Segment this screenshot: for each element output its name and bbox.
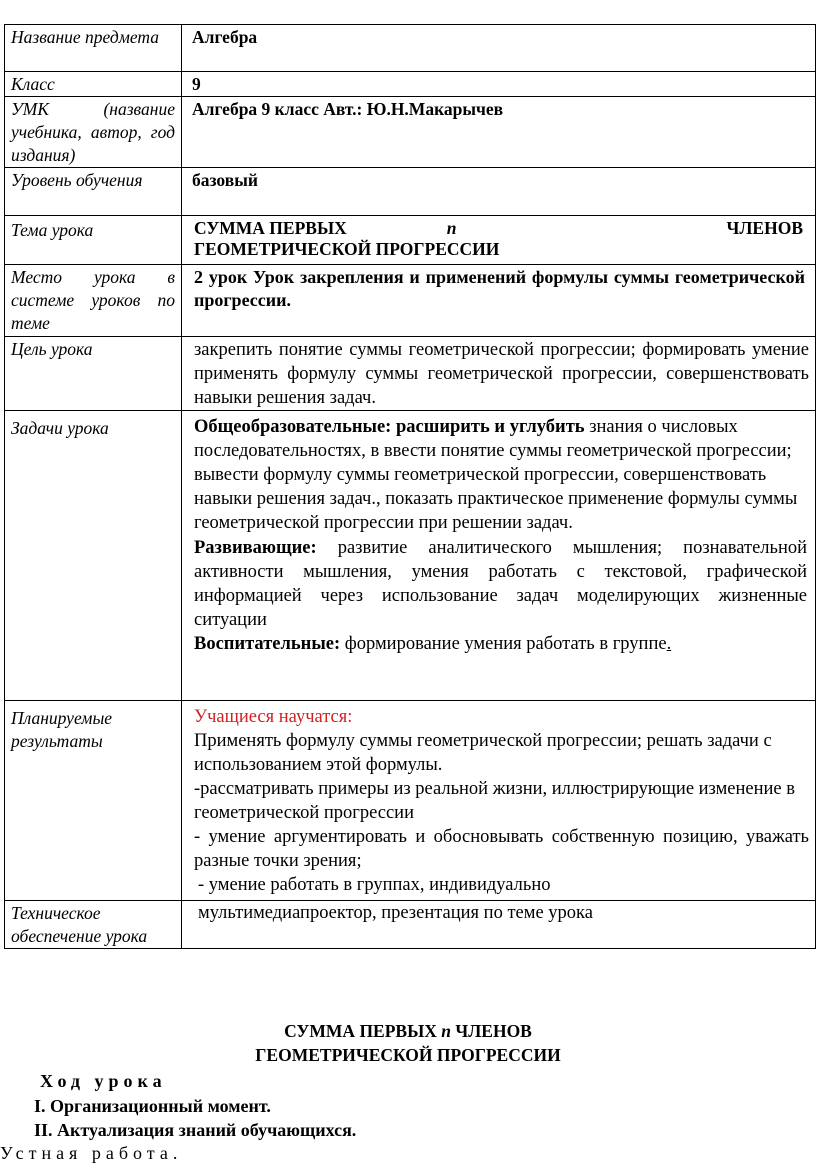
section-title-a: СУММА ПЕРВЫХ [284, 1021, 442, 1041]
row-subject [5, 25, 816, 72]
row-goal [5, 337, 816, 411]
row-results [5, 701, 816, 901]
umk-value: Алгебра 9 класс Авт.: Ю.Н.Макарычев [182, 97, 816, 168]
section-title [0, 1019, 816, 1067]
level-value: базовый [182, 168, 816, 216]
tasks-edu-head: Общеобразовательные: расширить и углубить [194, 417, 585, 437]
results-value [182, 701, 816, 901]
topic-part-b-second: ГЕОМЕТРИЧЕСКОЙ ПРОГРЕССИИ [194, 239, 500, 259]
tasks-dev-head: Развивающие: [194, 538, 317, 558]
section-title-b: ЧЛЕНОВ [451, 1021, 532, 1041]
row-grade [5, 72, 816, 97]
topic-n: n [446, 218, 457, 238]
results-line4: - умение работать в группах, индивидуально [198, 875, 551, 895]
tasks-value [182, 411, 816, 701]
umk-label: УМК (название учебника, автор, год издания) [5, 97, 182, 168]
place-value: 2 урок Урок закрепления и применений формулы суммы геометрической прогрессии. [182, 265, 816, 337]
tasks-edu-text: знания о числовых последовательностях, в ввести понятие суммы геометрической прогрессии; вывести формулу суммы геометрической прогрессии, совершенствовать навыки решения задач., показать практическое применение формулы суммы геометрической прогрессии при решении задач. [194, 417, 798, 533]
row-place [5, 265, 816, 337]
row-umk [5, 97, 816, 168]
place-label: Место урока в системе уроков по теме [5, 265, 182, 337]
tasks-up-head: Воспитательные: [194, 634, 341, 654]
tasks-dev-text: развитие аналитического мышления; познавательной активности мышления, умения работать с текстовой, графической информацией через использование задач моделирующих жизненные ситуации [194, 538, 807, 630]
step-2: II. Актуализация знаний обучающихся. [34, 1120, 357, 1140]
section-title-n: n [441, 1021, 452, 1041]
topic-value [182, 216, 816, 265]
subject-label: Название предмета [5, 25, 182, 72]
results-line2: -рассматривать примеры из реальной жизни, иллюстрирующие изменение в геометрической прогрессии [194, 779, 796, 823]
grade-label: Класс [5, 72, 182, 97]
results-head: Учащиеся научатся: [194, 707, 353, 727]
tech-label: Техническое обеспечение урока [5, 901, 182, 949]
course-heading: Ход урока [40, 1071, 167, 1091]
tech-value: мультимедиапроектор, презентация по теме урока [182, 901, 816, 949]
step-1: I. Организационный момент. [34, 1096, 271, 1116]
grade-value: 9 [182, 72, 816, 97]
oral-work: Устная работа. [0, 1143, 183, 1163]
topic-part-b-first: ЧЛЕНОВ [726, 218, 803, 238]
level-label: Уровень обучения [5, 168, 182, 216]
topic-label: Тема урока [5, 216, 182, 265]
row-tasks [5, 411, 816, 701]
tasks-up-end: . [666, 634, 672, 654]
tasks-up-text: формирование умения работать в группе [340, 634, 667, 654]
goal-value: закрепить понятие суммы геометрической прогрессии; формировать умение применять формулу суммы геометрической прогрессии, совершенствовать навыки решения задач. [182, 337, 816, 411]
section-title-2: ГЕОМЕТРИЧЕСКОЙ ПРОГРЕССИИ [255, 1045, 561, 1065]
results-label: Планируемые результаты [5, 701, 182, 901]
results-line1: Применять формулу суммы геометрической прогрессии; решать задачи с использованием этой формулы. [194, 731, 772, 775]
goal-label: Цель урока [5, 337, 182, 411]
row-level [5, 168, 816, 216]
lesson-plan-table [4, 24, 816, 949]
tasks-label: Задачи урока [5, 411, 182, 701]
results-line3: - умение аргументировать и обосновывать собственную позицию, уважать разные точки зрения; [194, 827, 809, 871]
row-topic [5, 216, 816, 265]
row-tech [5, 901, 816, 949]
topic-part-a: СУММА ПЕРВЫХ [194, 218, 347, 238]
subject-value: Алгебра [182, 25, 816, 72]
